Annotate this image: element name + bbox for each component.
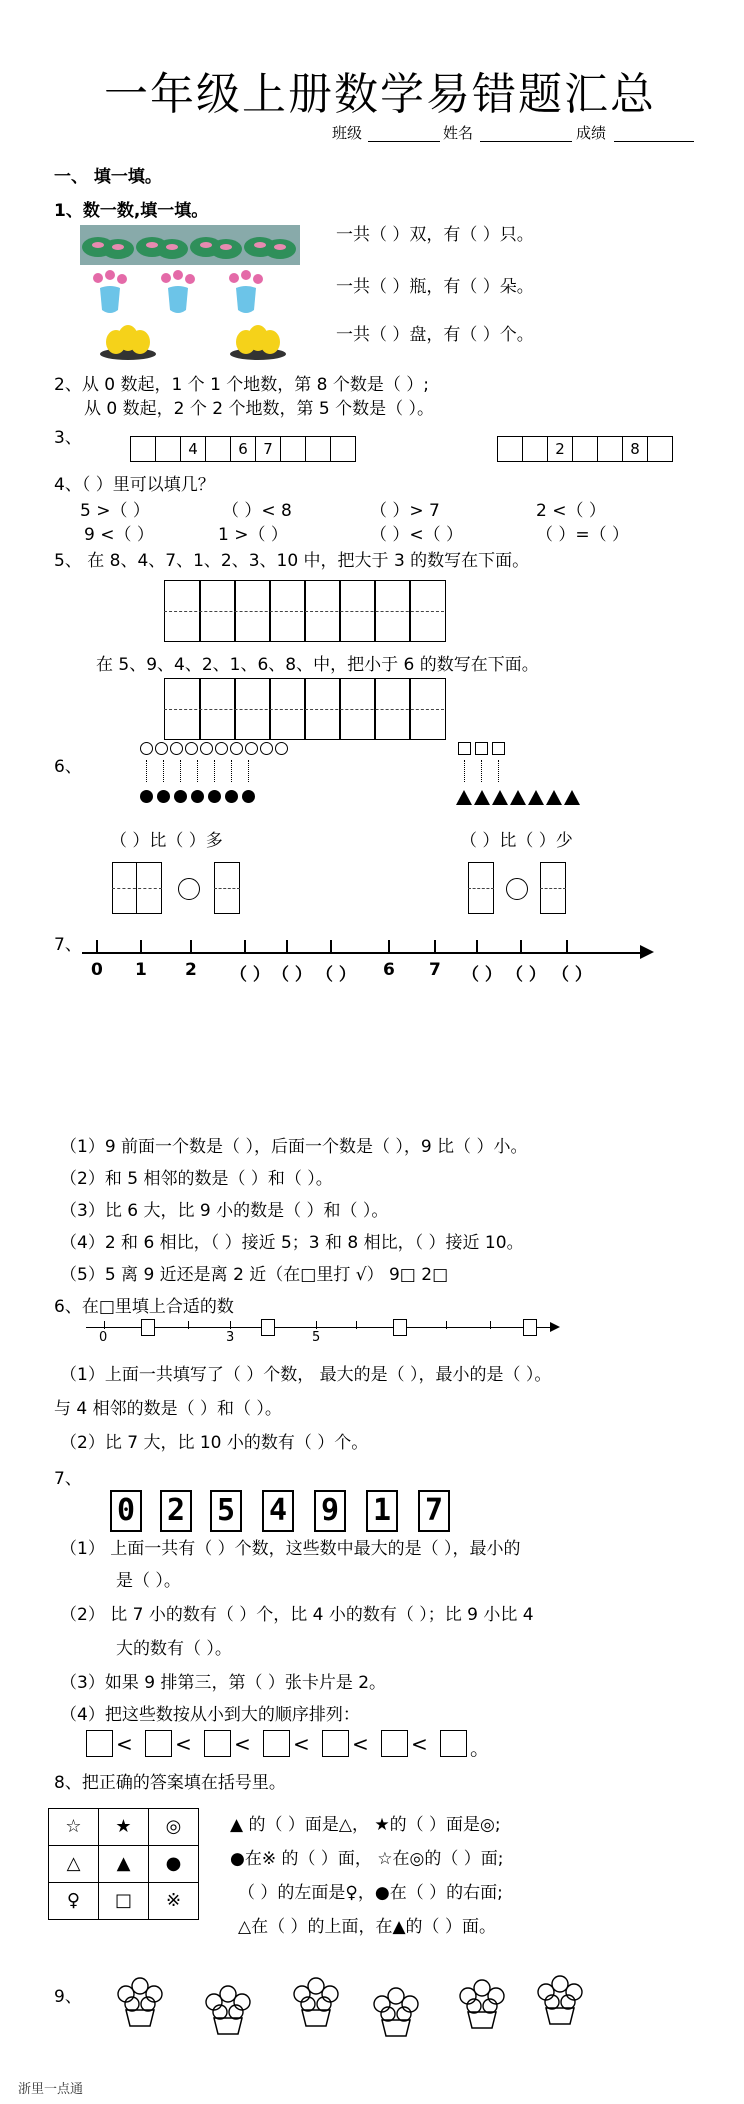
tick-label: （ ） bbox=[552, 965, 592, 985]
pears-image bbox=[98, 320, 298, 362]
filled-triangle-icon bbox=[492, 790, 508, 805]
vases-image bbox=[88, 270, 298, 320]
number-card: 4 bbox=[262, 1490, 294, 1532]
order-box[interactable] bbox=[440, 1730, 467, 1757]
symbol-cell: ▲ bbox=[98, 1845, 149, 1883]
hollow-square-icon bbox=[475, 742, 488, 755]
page-title: 一年级上册数学易错题汇总 bbox=[104, 69, 656, 120]
q4-r1c2: （ ）< 8 bbox=[222, 501, 292, 521]
q7b-item-3: （3）如果 9 排第三，第（ ）张卡片是 2。 bbox=[60, 1673, 387, 1693]
q2-line1: 2、从 0 数起，1 个 1 个地数，第 8 个数是（ ）; bbox=[54, 375, 430, 395]
q7b-item-1: （1） 上面一共有（ ）个数，这些数中最大的是（ ），最小的 bbox=[60, 1539, 521, 1559]
q8-line-1: ▲ 的（ ）面是△， ★的（ ）面是◎; bbox=[230, 1815, 501, 1835]
q8-line-4: △在（ ）的上面，在▲的（ ）面。 bbox=[238, 1917, 496, 1937]
less-than-sign: < bbox=[293, 1732, 310, 1756]
hollow-circle-icon bbox=[200, 742, 213, 755]
q1-line1: 一共（ ）双，有（ ）只。 bbox=[336, 225, 534, 245]
filled-triangle-icon bbox=[546, 790, 562, 805]
filled-dot-icon bbox=[140, 790, 153, 803]
number-cell bbox=[572, 436, 598, 462]
q7b-item-4: （4）把这些数按从小到大的顺序排列： bbox=[60, 1705, 360, 1725]
number-cell bbox=[305, 436, 331, 462]
filled-triangle-icon bbox=[456, 790, 472, 805]
number-card: 2 bbox=[160, 1490, 192, 1532]
hollow-square-icon bbox=[492, 742, 505, 755]
q9-label: 9、 bbox=[54, 1987, 82, 2007]
number-card: 7 bbox=[418, 1490, 450, 1532]
tick-label: （ ） bbox=[506, 965, 546, 985]
symbol-cell: ※ bbox=[148, 1882, 199, 1920]
number-card: 0 bbox=[110, 1490, 142, 1532]
q7-item-1: （1）9 前面一个数是（ ），后面一个数是（ ），9 比（ ）小。 bbox=[60, 1137, 528, 1157]
less-than-sign: < bbox=[234, 1732, 251, 1756]
q3-label: 3、 bbox=[54, 428, 82, 448]
number-cell bbox=[155, 436, 181, 462]
blank-box[interactable] bbox=[141, 1319, 155, 1336]
flower-pot-icon bbox=[206, 1986, 250, 2034]
q4-r1c4: 2 <（ ） bbox=[536, 501, 606, 521]
q5-line2: 在 5、9、4、2、1、6、8、中，把小于 6 的数写在下面。 bbox=[96, 655, 539, 675]
symbol-cell: ● bbox=[148, 1845, 199, 1883]
tick-label: （ ） bbox=[230, 965, 270, 985]
filled-dot-icon bbox=[242, 790, 255, 803]
hollow-circle-icon bbox=[170, 742, 183, 755]
q5-line1: 5、 在 8、4、7、1、2、3、10 中，把大于 3 的数写在下面。 bbox=[54, 551, 530, 571]
q7-label: 7、 bbox=[54, 935, 82, 955]
pear-plate-icon bbox=[100, 325, 156, 360]
arrow-icon bbox=[550, 1322, 560, 1332]
tick-label: 0 bbox=[91, 960, 103, 980]
tick-label: （ ） bbox=[272, 965, 312, 985]
q7-item-3: （3）比 6 大，比 9 小的数是（ ）和（ ）。 bbox=[60, 1201, 389, 1221]
q6b-item-3: （2）比 7 大，比 10 小的数有（ ）个。 bbox=[60, 1433, 369, 1453]
q7b-label: 7、 bbox=[54, 1469, 82, 1489]
tick-label: （ ） bbox=[316, 965, 356, 985]
q4-r2c3: （ ）<（ ） bbox=[370, 525, 464, 545]
filled-triangle-icon bbox=[564, 790, 580, 805]
number-cell: 6 bbox=[230, 436, 256, 462]
symbol-cell: ☆ bbox=[48, 1808, 99, 1846]
number-cell bbox=[280, 436, 306, 462]
number-card: 1 bbox=[366, 1490, 398, 1532]
symbol-cell: □ bbox=[98, 1882, 149, 1920]
order-box[interactable] bbox=[145, 1730, 172, 1757]
hollow-circle-icon bbox=[215, 742, 228, 755]
q7b-item-1b: 是（ ）。 bbox=[116, 1571, 181, 1591]
number-cell: 8 bbox=[622, 436, 648, 462]
number-card: 9 bbox=[314, 1490, 346, 1532]
number-cell bbox=[205, 436, 231, 462]
number-cell: 4 bbox=[180, 436, 206, 462]
q7b-item-2: （2） 比 7 小的数有（ ）个，比 4 小的数有（ ）；比 9 小比 4 bbox=[60, 1605, 534, 1625]
q6b-item-2: 与 4 相邻的数是（ ）和（ ）。 bbox=[54, 1399, 282, 1419]
tick-label: 1 bbox=[135, 960, 147, 980]
number-cell: 2 bbox=[547, 436, 573, 462]
q4-r2c1: 9 <（ ） bbox=[84, 525, 154, 545]
hollow-circle-icon bbox=[275, 742, 288, 755]
symbol-cell: ◎ bbox=[148, 1808, 199, 1846]
filled-dot-icon bbox=[174, 790, 187, 803]
less-than-sign: < bbox=[411, 1732, 428, 1756]
number-cell bbox=[330, 436, 356, 462]
less-than-sign: < bbox=[352, 1732, 369, 1756]
order-box[interactable] bbox=[263, 1730, 290, 1757]
end-mark: 。 bbox=[470, 1736, 490, 1760]
flower-pots-image bbox=[110, 1960, 630, 2040]
q4-r1c1: 5 >（ ） bbox=[80, 501, 150, 521]
hollow-circle-icon bbox=[245, 742, 258, 755]
hollow-circle-icon bbox=[185, 742, 198, 755]
q1-label: 1、数一数,填一填。 bbox=[54, 201, 209, 221]
symbol-cell: ★ bbox=[98, 1808, 149, 1846]
order-box[interactable] bbox=[381, 1730, 408, 1757]
tick-0: 0 bbox=[99, 1330, 108, 1345]
filled-triangle-icon bbox=[510, 790, 526, 805]
q7b-item-2b: 大的数有（ ）。 bbox=[116, 1639, 232, 1659]
q7-item-5: （5）5 离 9 近还是离 2 近（在□里打 √） 9□ 2□ bbox=[60, 1265, 449, 1285]
tick-label: （ ） bbox=[462, 965, 502, 985]
less-than-sign: < bbox=[175, 1732, 192, 1756]
score-label: 成绩 bbox=[576, 124, 607, 142]
hollow-circle-icon bbox=[155, 742, 168, 755]
q6b-item-1: （1）上面一共填写了（ ）个数， 最大的是（ ），最小的是（ ）。 bbox=[60, 1365, 552, 1385]
q6-left-text: （ ）比（ ）多 bbox=[110, 831, 223, 851]
symbol-cell: △ bbox=[48, 1845, 99, 1883]
q2-line2: 从 0 数起，2 个 2 个地数，第 5 个数是（ ）。 bbox=[84, 399, 434, 419]
filled-dot-icon bbox=[208, 790, 221, 803]
filled-dot-icon bbox=[225, 790, 238, 803]
number-cell bbox=[647, 436, 673, 462]
hollow-circle-icon bbox=[140, 742, 153, 755]
number-cell bbox=[522, 436, 548, 462]
flower-pot-icon bbox=[294, 1978, 338, 2026]
filled-triangle-icon bbox=[474, 790, 490, 805]
q4-r2c4: （ ）=（ ） bbox=[536, 525, 630, 545]
flower-pot-icon bbox=[538, 1976, 582, 2024]
flower-pot-icon bbox=[374, 1988, 418, 2036]
q1-line3: 一共（ ）盘，有（ ）个。 bbox=[336, 325, 534, 345]
q1-line2: 一共（ ）瓶，有（ ）朵。 bbox=[336, 277, 534, 297]
q4-label: 4、（ ）里可以填几？ bbox=[54, 475, 215, 495]
q7-item-4: （4）2 和 6 相比，（ ）接近 5；3 和 8 相比，（ ）接近 10。 bbox=[60, 1233, 524, 1253]
number-cell bbox=[597, 436, 623, 462]
number-cell: 7 bbox=[255, 436, 281, 462]
blank-box[interactable] bbox=[393, 1319, 407, 1336]
name-label: 姓名 bbox=[443, 124, 474, 142]
q6b-label: 6、在□里填上合适的数 bbox=[54, 1297, 234, 1317]
q8-label: 8、把正确的答案填在括号里。 bbox=[54, 1773, 286, 1793]
hollow-circle-icon bbox=[230, 742, 243, 755]
flower-pot-icon bbox=[118, 1978, 162, 2026]
q6-right-text: （ ）比（ ）少 bbox=[460, 831, 573, 851]
number-line-2 bbox=[86, 1327, 556, 1328]
class-label: 班级 bbox=[332, 124, 363, 142]
q8-line-3: （ ）的左面是♀，●在（ ）的右面; bbox=[238, 1883, 503, 1903]
flower-pot-icon bbox=[460, 1980, 504, 2028]
filled-dot-icon bbox=[157, 790, 170, 803]
number-cell bbox=[497, 436, 523, 462]
number-line bbox=[82, 952, 648, 954]
number-card: 5 bbox=[210, 1490, 242, 1532]
q8-line-2: ●在※ 的（ ）面， ☆在◎的（ ）面; bbox=[230, 1849, 504, 1869]
hollow-square-icon bbox=[458, 742, 471, 755]
hollow-circle-icon bbox=[260, 742, 273, 755]
arrow-icon bbox=[640, 945, 654, 959]
symbol-cell: ♀ bbox=[48, 1882, 99, 1920]
order-box[interactable] bbox=[322, 1730, 349, 1757]
blank-box[interactable] bbox=[261, 1319, 275, 1336]
q4-r1c3: （ ）> 7 bbox=[370, 501, 440, 521]
tick-label: 2 bbox=[185, 960, 197, 980]
filled-dot-icon bbox=[191, 790, 204, 803]
tick-5: 5 bbox=[312, 1330, 321, 1345]
order-box[interactable] bbox=[204, 1730, 231, 1757]
vase-icon bbox=[93, 270, 127, 313]
blank-box[interactable] bbox=[523, 1319, 537, 1336]
section-heading: 一、 填一填。 bbox=[54, 167, 162, 187]
filled-triangle-icon bbox=[528, 790, 544, 805]
tick-label: 7 bbox=[429, 960, 441, 980]
compare-circle bbox=[178, 878, 200, 900]
tick-3: 3 bbox=[226, 1330, 235, 1345]
q6-label: 6、 bbox=[54, 757, 82, 777]
q7-item-2: （2）和 5 相邻的数是（ ）和（ ）。 bbox=[60, 1169, 333, 1189]
tick-label: 6 bbox=[383, 960, 395, 980]
number-cell bbox=[130, 436, 156, 462]
less-than-sign: < bbox=[116, 1732, 133, 1756]
q4-r2c2: 1 >（ ） bbox=[218, 525, 288, 545]
shoes-image bbox=[80, 225, 300, 265]
footer-watermark: 浙里一点通 bbox=[18, 2082, 84, 2097]
order-box[interactable] bbox=[86, 1730, 113, 1757]
